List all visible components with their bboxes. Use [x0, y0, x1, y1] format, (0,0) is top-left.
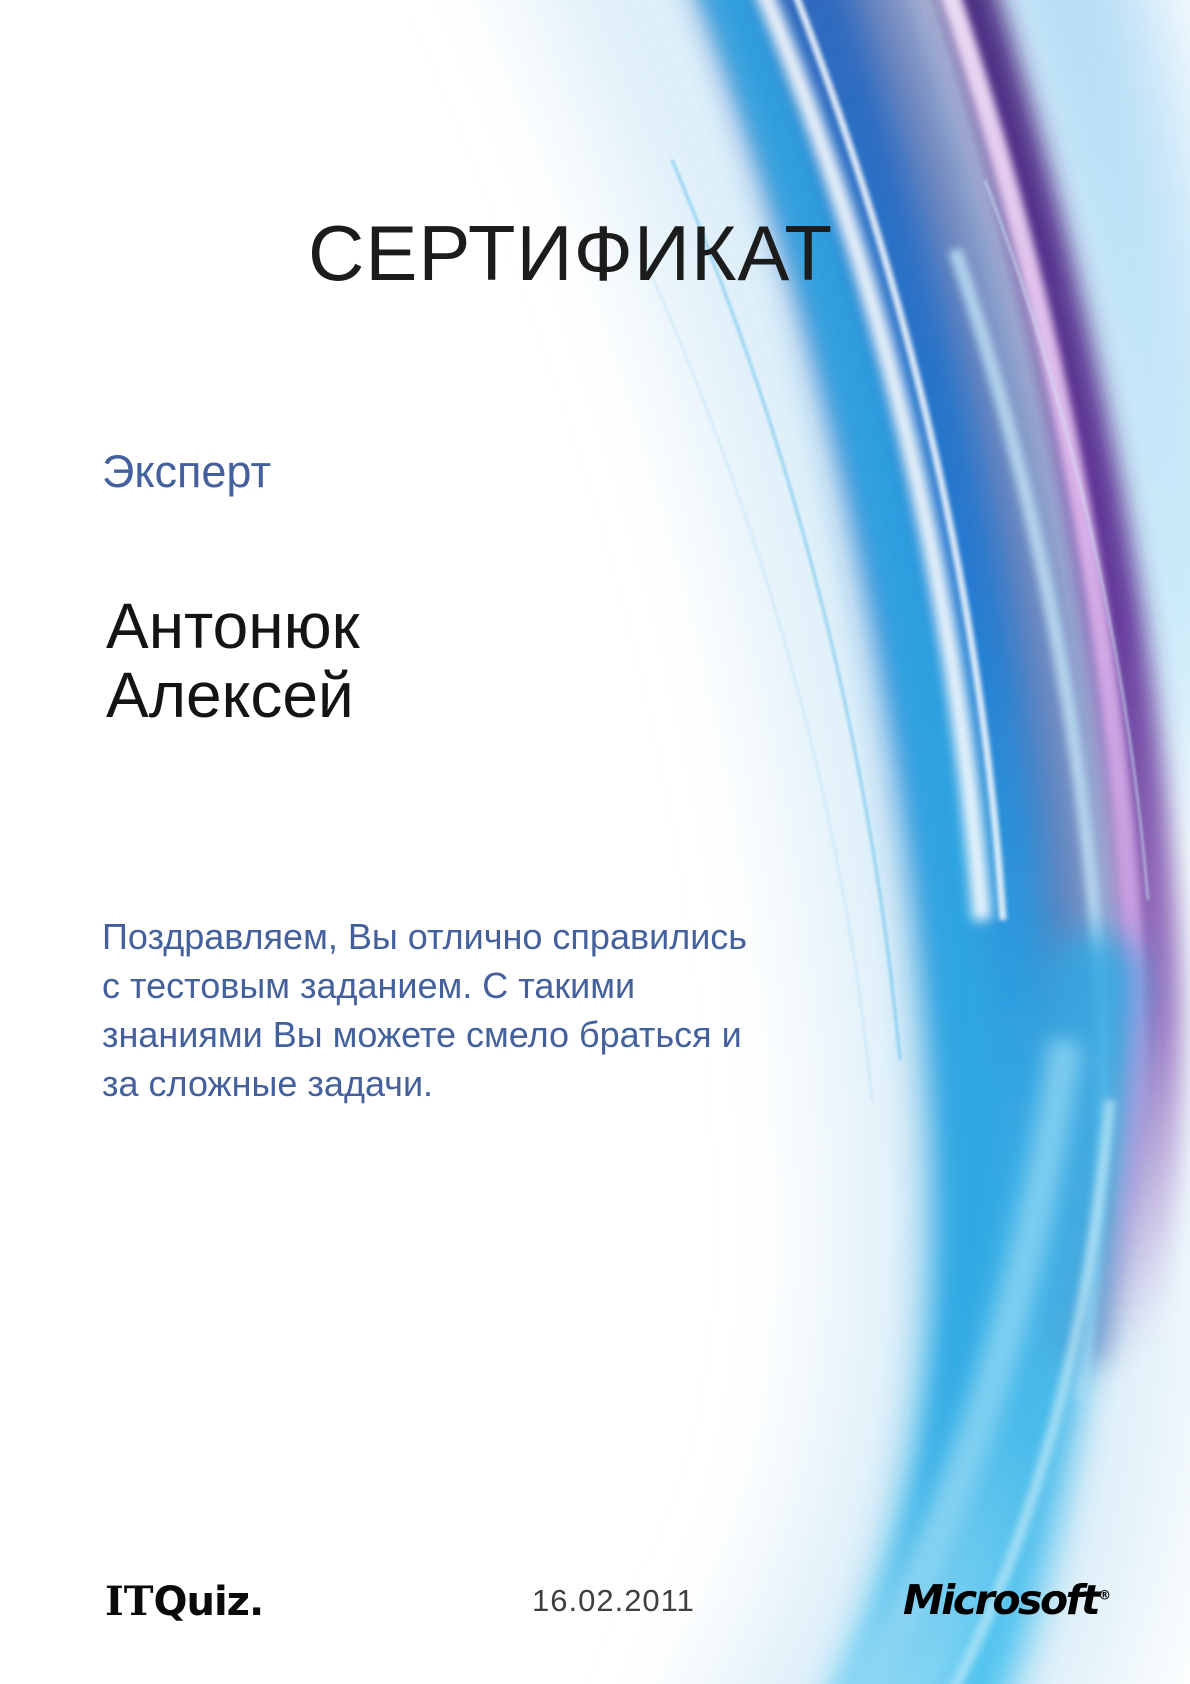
message-line: Поздравляем, Вы отлично справились	[102, 916, 748, 957]
issuer-logo-prefix: IT	[105, 1578, 154, 1625]
certificate-date: 16.02.2011	[532, 1583, 695, 1618]
microsoft-logo	[903, 1576, 1112, 1624]
recipient-name-line2: Алексей	[106, 659, 354, 732]
qualification-label: Эксперт	[102, 446, 272, 497]
recipient-name	[106, 592, 360, 730]
issuer-logo-suffix: Quiz.	[153, 1579, 264, 1625]
message-line: с тестовым заданием. С такими	[102, 965, 636, 1006]
certificate-title: СЕРТИФИКАТ	[308, 209, 833, 297]
congratulation-message	[102, 912, 747, 1108]
message-line: за сложные задачи.	[102, 1063, 434, 1104]
microsoft-logo-text: Microsoft	[903, 1576, 1099, 1624]
recipient-name-line1: Антонюк	[106, 590, 360, 662]
issuer-logo	[105, 1578, 264, 1625]
message-line: знаниями Вы можете смело браться и	[102, 1014, 742, 1055]
registered-trademark-icon: ®	[1098, 1588, 1112, 1604]
